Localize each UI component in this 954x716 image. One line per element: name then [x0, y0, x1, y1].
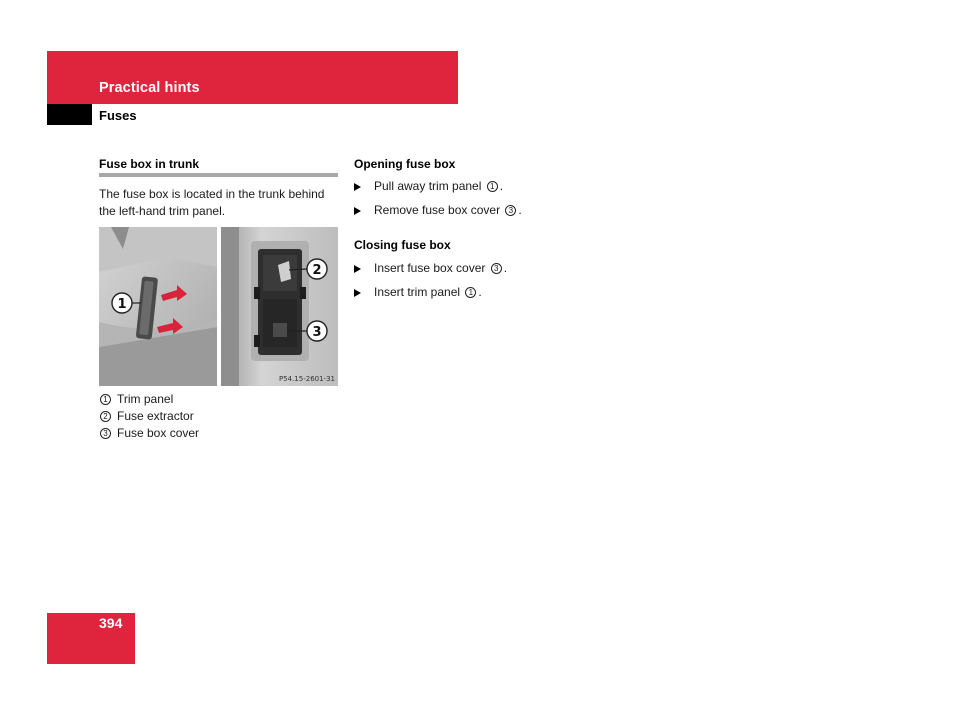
intro-line-1: The fuse box is located in the trunk behind [99, 187, 325, 201]
legend-label: Fuse box cover [117, 426, 200, 440]
trim-panel-photo [99, 227, 217, 386]
heading-rule [99, 173, 338, 177]
closing-step [354, 284, 482, 301]
page-number: 394 [99, 615, 123, 631]
step-ref: 3 [505, 205, 516, 216]
bullet-arrow-icon [354, 265, 361, 273]
callout-2-label: 2 [312, 263, 322, 278]
bullet-arrow-icon [354, 289, 361, 297]
step-suffix: . [503, 261, 508, 275]
figure-legend [99, 391, 199, 442]
step-text: Insert fuse box cover [374, 261, 486, 275]
bullet-arrow-icon [354, 207, 361, 215]
subsection-marker [47, 104, 92, 125]
step-ref: 3 [491, 263, 502, 274]
fuse-box-heading: Fuse box in trunk [99, 157, 200, 171]
section-title: Practical hints [99, 80, 200, 96]
step-text: Remove fuse box cover [374, 203, 501, 217]
figure-code: P54.15-2601-31 [278, 375, 335, 383]
step-suffix: . [518, 203, 522, 217]
closing-heading: Closing fuse box [354, 238, 451, 252]
step-text: Pull away trim panel [374, 179, 482, 193]
callout-1-label: 1 [117, 297, 127, 312]
bullet-arrow-icon [354, 183, 361, 191]
legend-item [99, 408, 199, 425]
opening-heading: Opening fuse box [354, 157, 456, 171]
opening-step [354, 202, 522, 219]
legend-number: 2 [100, 411, 111, 422]
closing-step [354, 260, 507, 277]
callout-3-label: 3 [312, 325, 322, 340]
intro-text [99, 186, 324, 220]
subsection-title: Fuses [99, 108, 137, 123]
legend-item [99, 391, 199, 408]
header-banner [47, 51, 458, 104]
legend-label: Fuse extractor [117, 409, 194, 423]
legend-number: 3 [100, 428, 111, 439]
legend-item [99, 425, 199, 442]
intro-line-2: the left-hand trim panel. [99, 204, 226, 218]
step-text: Insert trim panel [374, 285, 461, 299]
legend-number: 1 [100, 394, 111, 405]
step-suffix: . [499, 179, 504, 193]
step-ref: 1 [487, 181, 498, 192]
legend-label: Trim panel [117, 392, 174, 406]
opening-step [354, 178, 503, 195]
step-ref: 1 [465, 287, 476, 298]
fuse-box-photo [221, 227, 338, 386]
step-suffix: . [478, 285, 482, 299]
